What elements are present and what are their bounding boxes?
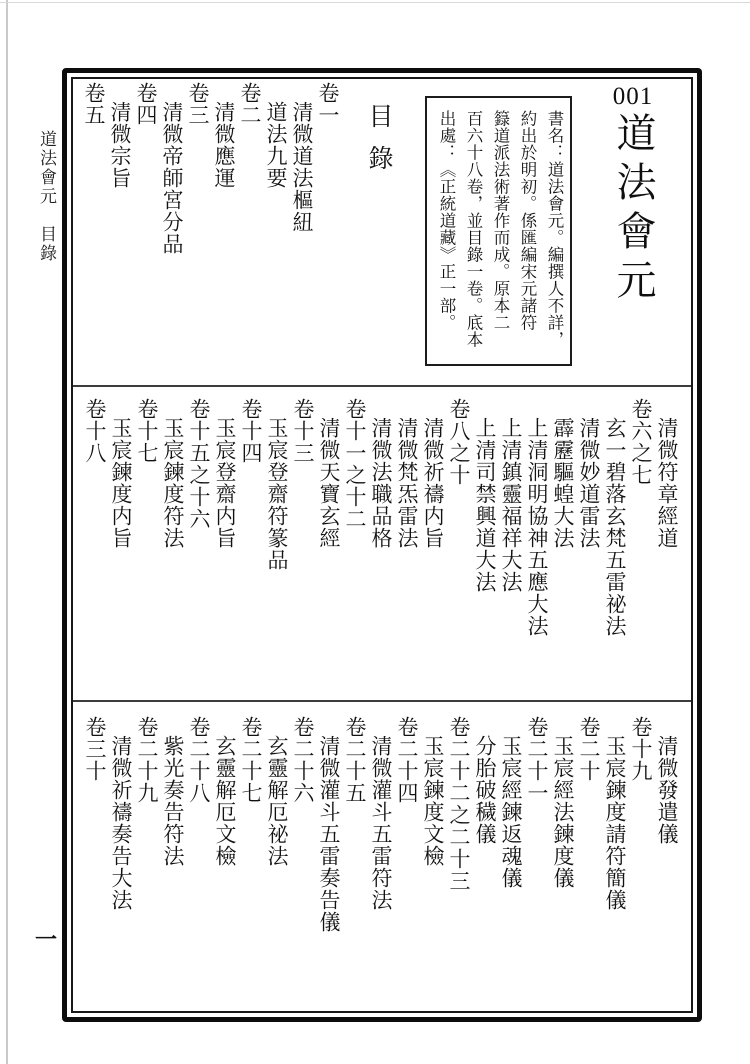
toc-chapter-title: 玉宸鍊度文檢 [421, 735, 445, 867]
toc-juan-label: 卷二十八 [187, 716, 211, 804]
toc-chapter-title: 霹靂驅蝗大法 [551, 417, 575, 549]
toc-juan-label: 卷十九 [629, 716, 653, 782]
toc-juan-label: 卷三十 [83, 716, 107, 782]
page-number: 一 [35, 927, 58, 952]
toc-juan-label: 卷三 [186, 82, 210, 126]
toc-chapter-title: 上清司禁興道大法 [473, 417, 497, 593]
toc-band-2 [82, 398, 680, 698]
toc-chapter-title: 玉宸鍊度内旨 [109, 417, 133, 549]
book-title-block [605, 84, 661, 308]
note-column: 約出於明初。係匯編宋元諸符 [518, 110, 537, 331]
toc-chapter-title: 清微法職品格 [369, 417, 393, 549]
toc-chapter-title: 玉宸登齋内旨 [213, 417, 237, 549]
toc-chapter-title: 清微帝師宮分品 [160, 101, 184, 255]
band-divider-1 [73, 385, 691, 387]
toc-juan-label: 卷四 [134, 82, 158, 126]
toc-heading: 目錄 [365, 103, 392, 187]
toc-chapter-title: 清微妙道雷法 [577, 417, 601, 549]
toc-juan-label: 卷二十四 [395, 716, 419, 804]
toc-juan-label: 卷十一之十二 [343, 398, 367, 530]
note-column: 百六十八卷，並目錄一卷。底本 [464, 110, 483, 348]
page-frame [62, 68, 702, 1022]
toc-chapter-title: 玉宸鍊度請符簡儀 [603, 735, 627, 911]
toc-chapter-title: 道法九要 [264, 101, 288, 189]
toc-chapter-title: 分胎破穢儀 [473, 735, 497, 845]
note-column: 書名：道法會元。編撰人不詳， [545, 110, 564, 348]
toc-chapter-title: 清微發遣儀 [655, 735, 679, 845]
toc-chapter-title: 清微灌斗五雷符法 [369, 735, 393, 911]
toc-juan-label: 卷十五之十六 [187, 398, 211, 530]
spine-title: 道法會元 目錄 [37, 130, 56, 263]
toc-chapter-title: 玉宸經鍊返魂儀 [499, 735, 523, 889]
toc-band-1 [81, 82, 341, 382]
toc-chapter-title: 清微梵炁雷法 [395, 417, 419, 549]
scan-edge-line-left [6, 0, 8, 1064]
toc-juan-label: 卷二十九 [135, 716, 159, 804]
toc-chapter-title: 紫光奏告符法 [161, 735, 185, 867]
toc-chapter-title: 清微應運 [212, 101, 236, 189]
toc-chapter-title: 清微道法樞紐 [290, 101, 314, 233]
toc-juan-label: 卷二十 [577, 716, 601, 782]
toc-juan-label: 卷五 [82, 82, 106, 126]
toc-juan-label: 卷六之七 [629, 398, 653, 486]
toc-chapter-title: 清微祈禱奏告大法 [109, 735, 133, 911]
note-column: 出處：《正統道藏》正一部。 [437, 110, 456, 331]
toc-chapter-title: 清微宗旨 [108, 101, 132, 189]
toc-chapter-title: 玉宸登齋符篆品 [265, 417, 289, 571]
toc-chapter-title: 上清鎮靈福祥大法 [499, 417, 523, 593]
toc-juan-label: 卷二 [238, 82, 262, 126]
toc-chapter-title: 玄一碧落玄梵五雷祕法 [603, 417, 627, 637]
toc-juan-label: 卷二十五 [343, 716, 367, 804]
toc-juan-label: 卷八之十 [447, 398, 471, 486]
toc-chapter-title: 玉宸經法鍊度儀 [551, 735, 575, 889]
toc-juan-label: 卷十七 [135, 398, 159, 464]
bibliographic-note-box [425, 96, 572, 366]
toc-chapter-title: 上清洞明協神五應大法 [525, 417, 549, 637]
toc-chapter-title: 清微灌斗五雷奏告儀 [317, 735, 341, 933]
toc-juan-label: 卷一 [316, 82, 340, 126]
toc-juan-label: 卷二十一 [525, 716, 549, 804]
note-column: 籙道派法術著作而成。原本二 [491, 110, 510, 331]
toc-juan-label: 卷二十六 [291, 716, 315, 804]
toc-chapter-title: 清微天寶玄經 [317, 417, 341, 549]
toc-chapter-title: 玄靈解厄文檢 [213, 735, 237, 867]
toc-juan-label: 卷十八 [83, 398, 107, 464]
band-divider-2 [73, 700, 691, 702]
serial-number: 001 [612, 83, 654, 110]
page-frame-inner [71, 77, 693, 1013]
toc-chapter-title: 清微符章經道 [655, 417, 679, 549]
toc-juan-label: 卷二十二之二十三 [447, 716, 471, 892]
toc-juan-label: 卷十四 [239, 398, 263, 464]
toc-chapter-title: 玄靈解厄祕法 [265, 735, 289, 867]
book-title: 道法會元 [611, 112, 656, 309]
scan-edge-line-top [0, 2, 750, 3]
toc-chapter-title: 玉宸鍊度符法 [161, 417, 185, 549]
toc-band-3 [82, 716, 680, 1013]
toc-juan-label: 卷十三 [291, 398, 315, 464]
toc-chapter-title: 清微祈禱内旨 [421, 417, 445, 549]
toc-juan-label: 卷二十七 [239, 716, 263, 804]
